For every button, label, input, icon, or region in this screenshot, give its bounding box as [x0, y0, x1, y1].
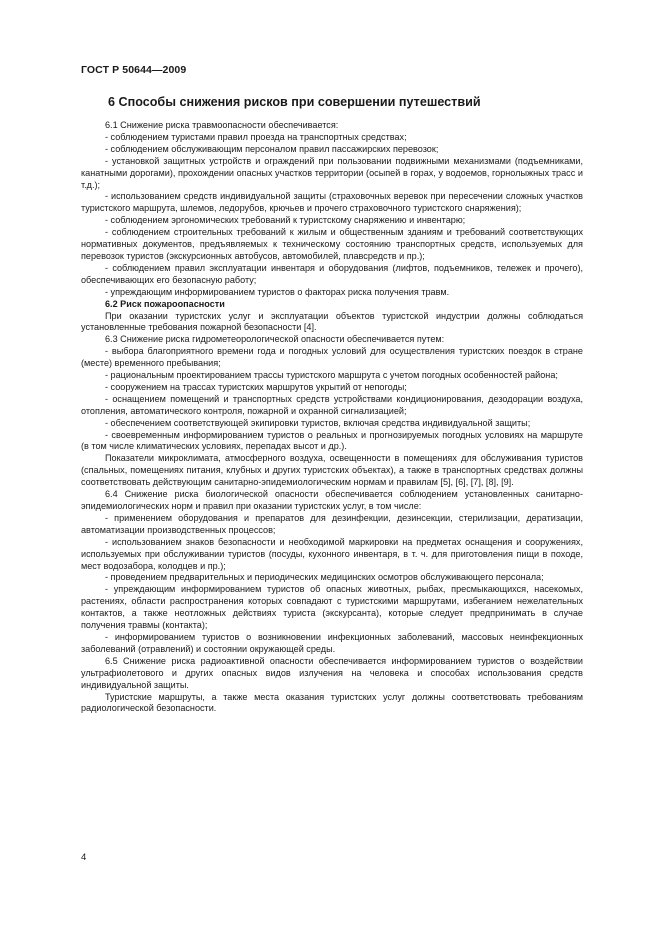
list-item: - своевременным информированием туристов о реальных и прогнозируемых погодных условиях на маршруте (в том числе климатических условиях, перепадах высот и др.).: [81, 429, 583, 452]
list-item: - рациональным проектированием трассы туристского маршрута с учетом погодных особенностей района;: [105, 370, 558, 381]
paragraph: 6.1 Снижение риска травмоопасности обеспечивается:: [105, 120, 339, 130]
paragraph: 6.3 Снижение риска гидрометеорологической опасности обеспечивается путем:: [105, 334, 445, 345]
list-item: - сооружением на трассах туристских маршрутов укрытий от непогоды;: [105, 381, 407, 392]
section-body: [81, 120, 583, 715]
paragraph: Показатели микроклимата, атмосферного воздуха, освещенности в помещениях для обслуживания туристов (спальных, помещениях питания, клубных и других туристских объектах), а также в транспортных средствах должны соответствовать действующим санитарно-эпидемиологическим нормам и правилам [5], [6], [7], [8], [9].: [81, 453, 583, 488]
list-item: - оснащением помещений и транспортных средств устройствами кондиционирования, дезодорации воздуха, отопления, автоматического контроля, пожарной и охранной сигнализацией;: [81, 393, 583, 416]
document-code-header: ГОСТ Р 50644—2009: [81, 64, 187, 76]
list-item: - соблюдением туристами правил проезда на транспортных средствах;: [105, 131, 407, 142]
list-item: - применением оборудования и препаратов для дезинфекции, дезинсекции, стерилизации, дератизации, автоматизации производственных процессов;: [81, 512, 583, 535]
list-item: - обеспечением соответствующей экипировки туристов, включая средства индивидуальной защиты;: [105, 417, 531, 428]
paragraph: 6.4 Снижение риска биологической опасности обеспечивается соблюдением установленных санитарно-эпидемиологических норм и правил при оказании туристских услуг, в том числе:: [81, 489, 583, 511]
list-item: - использованием знаков безопасности и необходимой маркировки на предметах оснащения и сооружениях, используемых при обслуживании туристов (посуды, кухонного инвентаря, в т. ч. для приготовления пищи в походе, мест водозабора, колодцев и пр.);: [81, 536, 583, 571]
list-item: - информированием туристов о возникновении инфекционных заболеваний, массовых неинфекционных заболеваний (отравлений) и состоянии окружающей среды.: [81, 631, 583, 654]
subsection-heading: 6.2 Риск пожароопасности: [105, 298, 225, 309]
paragraph: При оказании туристских услуг и эксплуатации объектов туристской индустрии должны соблюдаться установленные требования пожарной безопасности [4].: [81, 310, 583, 333]
paragraph: Туристские маршруты, а также места оказания туристских услуг должны соответствовать требованиям радиологической безопасности.: [81, 691, 583, 714]
list-item: - использованием средств индивидуальной защиты (страховочных веревок при пересечении сложных участков туристского маршрута, шлемов, ледорубов, крючьев и прочего страховочного туристского снаряжения);: [81, 191, 583, 214]
paragraph: 6.5 Снижение риска радиоактивной опасности обеспечивается информированием туристов о воздействии ультрафиолетового и других опасных видов излучения на человека и способах использования средств индивидуальной защиты.: [81, 655, 583, 690]
list-item: - упреждающим информированием туристов об опасных животных, рыбах, пресмыкающихся, насекомых, растениях, области распространения которых совпадают с туристскими маршрутами, избеганием нежелательных контактов, а также неотложных действиях туриста (экскурсанта), которые следует предпринимать в случае получения травмы (контакта);: [81, 584, 583, 631]
section-title: 6 Способы снижения рисков при совершении путешествий: [108, 95, 481, 109]
list-item: - упреждающим информированием туристов о факторах риска получения травм.: [105, 286, 450, 297]
list-item: - установкой защитных устройств и ограждений при пользовании подвижными механизмами (подъемниками, канатными дорогами), прохождении опасных участков территории (осыпей в горах, у водоемов, горнолыжных трасс и т.д.);: [81, 155, 583, 190]
list-item: - выбора благоприятного времени года и погодных условий для осуществления туристских поездок в стране (месте) временного пребывания;: [81, 346, 583, 369]
list-item: - проведением предварительных и периодических медицинских осмотров обслуживающего персонала;: [105, 572, 544, 583]
list-item: - соблюдением эргономических требований к туристскому снаряжению и инвентарю;: [105, 215, 466, 226]
list-item: - соблюдением правил эксплуатации инвентаря и оборудования (лифтов, подъемников, тележек и прочего), обеспечивающих его безопасную работу;: [81, 262, 583, 285]
list-item: - соблюдением строительных требований к жилым и общественным зданиям и требований соответствующих нормативных документов, предъявляемых к техническому состоянию транспортных средств, используемых для перевозок туристов (экскурсионных автобусов, автомобилей, плавсредств и пр.);: [81, 227, 583, 261]
page-number: 4: [81, 852, 87, 863]
list-item: - соблюдением обслуживающим персоналом правил пассажирских перевозок;: [105, 143, 439, 154]
